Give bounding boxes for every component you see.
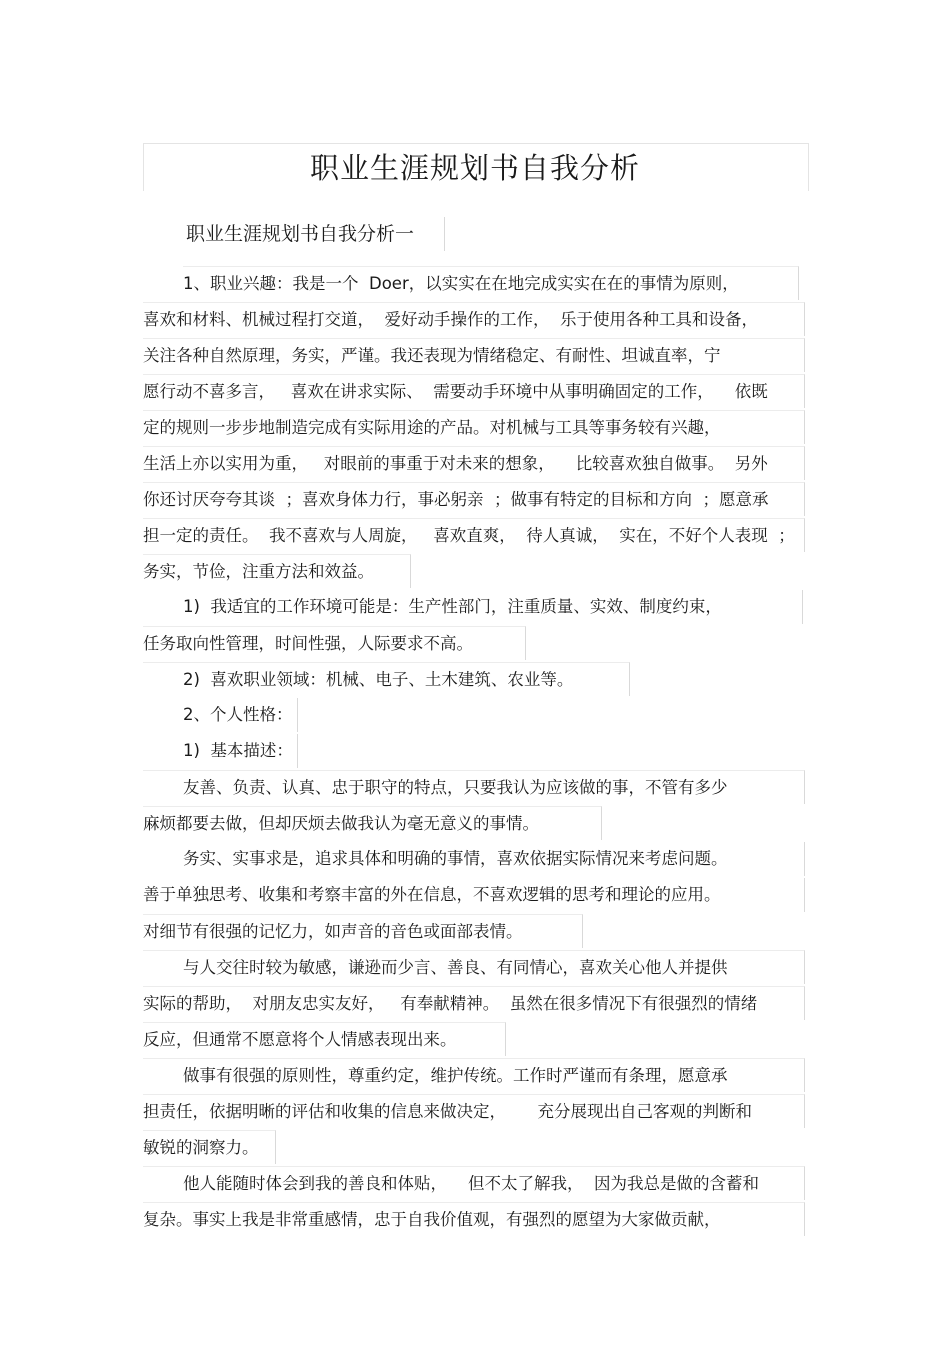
paragraph-line: 1) 我适宜的工作环境可能是：生产性部门，注重质量、实效、制度约束， [183, 590, 803, 624]
paragraph-line: 反应，但通常不愿意将个人情感表现出来。 [143, 1022, 506, 1056]
paragraph-line: 你还讨厌夸夸其谈 ；喜欢身体力行，事必躬亲 ；做事有特定的目标和方向 ；愿意承 [143, 482, 805, 516]
paragraph-line: 务实、实事求是，追求具体和明确的事情，喜欢依据实际情况来考虑问题。 [183, 842, 805, 876]
paragraph-line: 2) 喜欢职业领域：机械、电子、土木建筑、农业等。 [143, 662, 630, 696]
paragraph-line: 实际的帮助， 对朋友忠实友好， 有奉献精神。 虽然在很多情况下有很强烈的情绪 [143, 986, 805, 1020]
paragraph-line: 定的规则一步步地制造完成有实际用途的产品。对机械与工具等事务较有兴趣， [143, 410, 805, 444]
paragraph-line: 善于单独思考、收集和考察丰富的外在信息，不喜欢逻辑的思考和理论的应用。 [143, 878, 805, 912]
paragraph-line: 复杂。事实上我是非常重感情，忠于自我价值观，有强烈的愿望为大家做贡献， [143, 1202, 805, 1236]
paragraph-line: 他人能随时体会到我的善良和体贴， 但不太了解我， 因为我总是做的含蓄和 [143, 1166, 805, 1200]
paragraph-line: 愿行动不喜多言， 喜欢在讲求实际、 需要动手环境中从事明确固定的工作， 依既 [143, 374, 805, 408]
paragraph-line: 喜欢和材料、机械过程打交道， 爱好动手操作的工作， 乐于使用各种工具和设备， [143, 302, 805, 336]
paragraph-line: 担一定的责任。 我不喜欢与人周旋， 喜欢直爽， 待人真诚， 实在，不好个人表现 ； [143, 518, 805, 552]
paragraph-line: 对细节有很强的记忆力，如声音的音色或面部表情。 [143, 914, 583, 948]
paragraph-line: 2、个人性格： [183, 698, 298, 732]
paragraph-line: 敏锐的洞察力。 [143, 1130, 276, 1164]
paragraph-line: 任务取向性管理，时间性强，人际要求不高。 [143, 626, 526, 660]
paragraph-line: 生活上亦以实用为重， 对眼前的事重于对未来的想象， 比较喜欢独自做事。 另外 [143, 446, 805, 480]
paragraph-line: 担责任，依据明晰的评估和收集的信息来做决定， 充分展现出自己客观的判断和 [143, 1094, 805, 1128]
paragraph-line: 务实，节俭，注重方法和效益。 [143, 554, 411, 588]
paragraph-line: 麻烦都要去做，但却厌烦去做我认为毫无意义的事情。 [143, 806, 602, 840]
section-subtitle: 职业生涯规划书自我分析一 [186, 217, 445, 251]
paragraph-line: 1) 基本描述： [183, 734, 298, 768]
paragraph-line: 做事有很强的原则性，尊重约定，维护传统。工作时严谨而有条理，愿意承 [143, 1058, 805, 1092]
paragraph-line: 关注各种自然原理，务实，严谨。我还表现为情绪稳定、有耐性、坦诚直率，宁 [143, 338, 805, 372]
page-title: 职业生涯规划书自我分析 [309, 151, 640, 185]
paragraph-line: 1、职业兴趣：我是一个 Doer，以实实在在地完成实实在在的事情为原则， [183, 266, 799, 300]
paragraph-line: 与人交往时较为敏感，谦逊而少言、善良、有同情心，喜欢关心他人并提供 [143, 950, 805, 984]
paragraph-line: 友善、负责、认真、忠于职守的特点，只要我认为应该做的事，不管有多少 [143, 770, 805, 804]
